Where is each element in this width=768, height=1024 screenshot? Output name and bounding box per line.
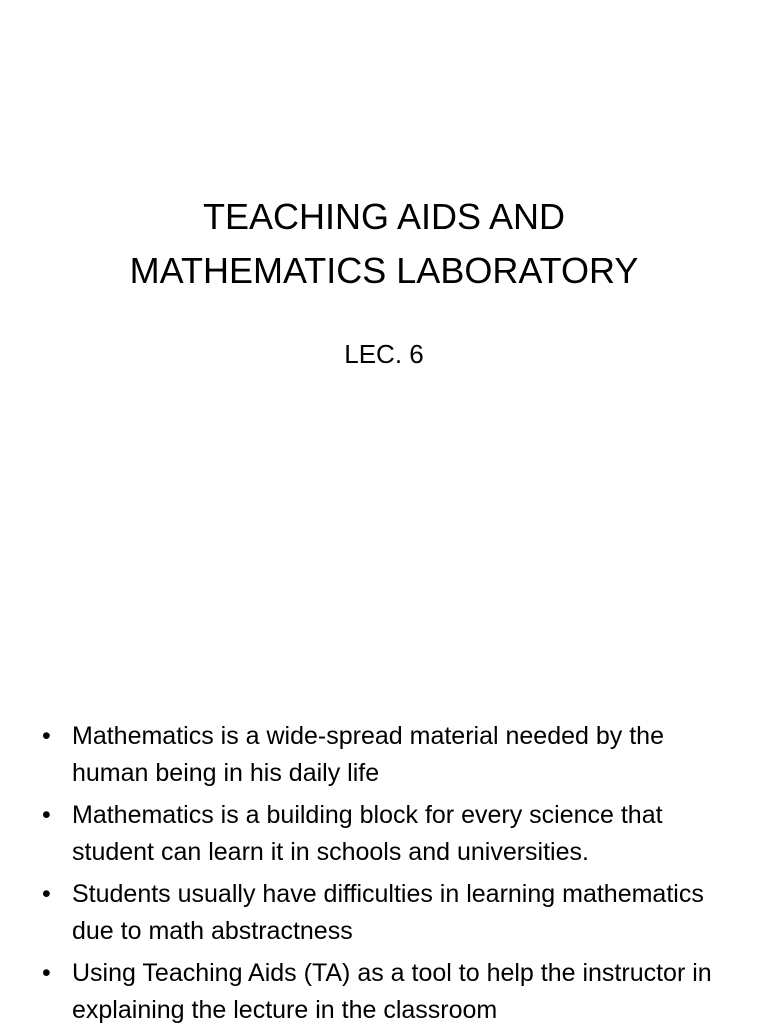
list-item [40,718,730,792]
slide-title [60,190,708,298]
bullet-icon: • [42,880,51,908]
title-line-2: MATHEMATICS LABORATORY [129,250,639,291]
bullet-text: Mathematics is a wide-spread material needed by the human being in his daily life [72,722,664,787]
bullet-text: Mathematics is a building block for every science that student can learn it in schools and universities. [72,801,663,866]
bullet-icon: • [42,959,51,987]
content-slide [0,640,768,1024]
bullet-text: Students usually have difficulties in learning mathematics due to math abstractness [72,880,704,945]
list-item [40,797,730,871]
bullet-icon: • [42,722,51,750]
bullet-icon: • [42,801,51,829]
title-line-1: TEACHING AIDS AND [202,196,566,237]
list-item [40,955,730,1024]
slide-subtitle: LEC. 6 [344,339,424,369]
list-item [40,876,730,950]
bullet-text: Using Teaching Aids (TA) as a tool to help the instructor in explaining the lecture in the classroom [72,959,712,1024]
bullet-list [40,718,730,1024]
